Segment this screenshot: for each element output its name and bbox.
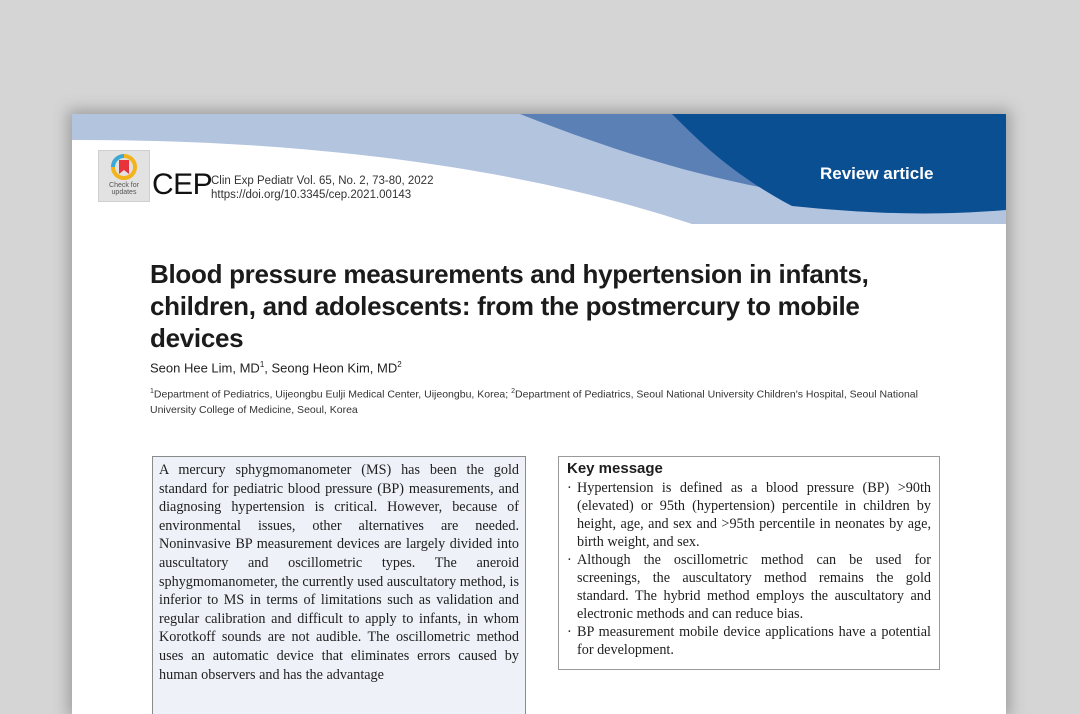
author-affiliation-marker: 1 bbox=[259, 360, 265, 369]
bullet-icon: · bbox=[567, 552, 572, 568]
doi-link[interactable]: https://doi.org/10.3345/cep.2021.00143 bbox=[211, 189, 412, 201]
journal-citation-block bbox=[211, 174, 433, 202]
crossmark-icon bbox=[111, 154, 137, 182]
journal-logo: CEP bbox=[152, 168, 213, 201]
article-type-label: Review article bbox=[820, 164, 934, 183]
key-message-item: · Although the oscillometric method can be used for screenings, the auscultatory method remains the gold standard. The hybrid method employs the auscultatory and electronic methods and can reduce bias. bbox=[567, 552, 931, 622]
key-message-item: · BP measurement mobile device applications have a potential for development. bbox=[567, 624, 931, 658]
key-message-item: · Hypertension is defined as a blood pressure (BP) >90th (elevated) or 95th (hypertension) percentile in children by height, age, and sex and >95th percentile in neonates by age, birth weight, and sex. bbox=[567, 480, 931, 550]
key-message-box bbox=[558, 456, 940, 670]
author-separator: , bbox=[264, 360, 272, 376]
affiliation-marker: 2 bbox=[511, 388, 516, 395]
article-title: Blood pressure measurements and hypertension in infants, children, and adolescents: from the postmercury to mobile devices bbox=[150, 259, 869, 353]
check-for-updates-label: Check for updates bbox=[109, 182, 139, 196]
affiliation-text: Department of Pediatrics, Uijeongbu Eulji Medical Center, Uijeongbu, Korea; bbox=[153, 388, 512, 401]
affiliation-marker: 1 bbox=[150, 388, 154, 395]
author-name: Seong Heon Kim, MD bbox=[271, 360, 398, 376]
journal-page bbox=[72, 114, 1006, 714]
author-affiliation-marker: 2 bbox=[397, 360, 402, 369]
author-name: Seon Hee Lim, MD bbox=[150, 360, 260, 376]
abstract-box bbox=[152, 456, 526, 714]
affiliations bbox=[150, 384, 950, 418]
key-message-list bbox=[567, 479, 931, 659]
check-for-updates-badge[interactable] bbox=[98, 150, 150, 202]
abstract-text: A mercury sphygmomanometer (MS) has been the gold standard for pediatric blood pressure (BP) measurements, and diagnosing hypertension is critical. However, because of environmental issues, other alternatives are needed. Noninvasive BP measurement devices are largely divided into auscultatory and oscillometric types. The aneroid sphygmomanometer, the currently used auscultatory method, is inferior to MS in terms of limitations such as validation and regular calibration and difficult to apply to infants, in whom Korotkoff sounds are not audible. The oscillometric method uses an automatic device that eliminates errors caused by human observers and has the advantage bbox=[159, 462, 519, 683]
affiliation-text: Department of Pediatrics, Seoul National University Children's Hospital, Seoul National University College of Medicine, Seoul, Korea bbox=[150, 388, 918, 416]
bullet-icon: · bbox=[567, 480, 572, 496]
author-list bbox=[150, 360, 402, 375]
key-message-heading: Key message bbox=[567, 460, 663, 477]
citation-text: Clin Exp Pediatr Vol. 65, No. 2, 73-80, 2022 bbox=[211, 175, 434, 187]
bullet-icon: · bbox=[567, 624, 572, 640]
